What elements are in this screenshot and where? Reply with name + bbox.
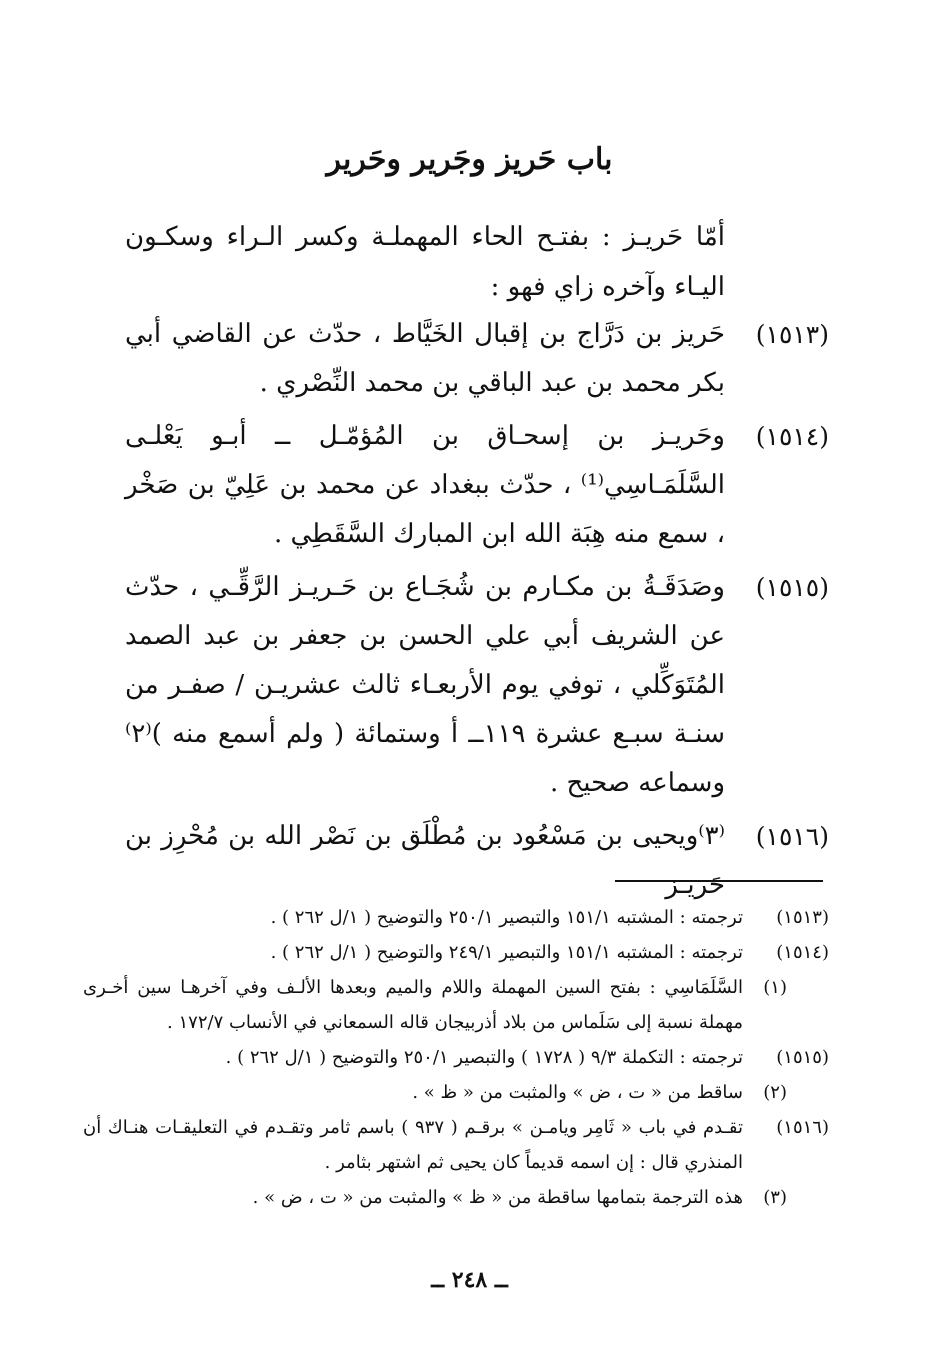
footnote-separator: [615, 880, 823, 882]
footnote-number: (٢): [763, 1082, 787, 1103]
entry-number: (١٥١٦): [755, 822, 829, 851]
entry-text: وحَريـز بن إسحـاق بن المُؤمّـل ــ أبـو يَعْلـى السَّلَمَـاسِي⁽¹⁾ ، حدّث ببغداد عن محمد بن عَلِيّ بن صَخْر ، سمع منه هِبَة الله ابن المبارك السَّقَطِي .: [125, 421, 725, 549]
entry-number: (١٥١٤): [755, 422, 829, 451]
entry-text: حَريز بن دَرَّاج بن إقبال الخَيَّاط ، حدّث عن القاضي أبي بكر محمد بن عبد الباقي بن محمد النِّصْري .: [125, 319, 725, 398]
footnote-1: [0, 970, 939, 1040]
footnote-text: ساقط من « ت ، ض » والمثبت من « ظ » .: [412, 1082, 743, 1103]
page-number: ــ ٢٤٨ ــ: [431, 1267, 508, 1293]
footnote-2: [0, 1075, 939, 1110]
footnote-text: ترجمته : التكملة ٩/٣ ( ١٧٢٨ ) والتبصير ٢٥٠/١ والتوضيح ( ١/ل ٢٦٢ ) .: [225, 1047, 743, 1068]
footnote-1516: [0, 1110, 939, 1180]
entry-1514: [0, 412, 939, 559]
entries-list: [0, 310, 939, 910]
footnote-number: (٣): [763, 1187, 787, 1208]
footnotes-list: [0, 900, 939, 1215]
entry-text: وصَدَقَـةُ بن مكـارم بن شُجَـاع بن حَـريـز الرَّقِّـي ، حدّث عن الشريف أبي علي الحسن بن جعفر بن عبد الصمد المُتَوَكِّلي ، توفي يوم الأربعـاء ثالث عشريـن / صفـر من سنـة سبـع عشرة ١١٩ــ أ وستمائة ( ولم أسمع منه )⁽٢⁾ وسماعه صحيح .: [125, 572, 726, 798]
footnote-1513: [0, 900, 939, 935]
chapter-title: باب حَريز وجَرير وحَرير: [326, 142, 613, 177]
footnote-text: ترجمته : المشتبه ١٥١/١ والتبصير ٢٤٩/١ والتوضيح ( ١/ل ٢٦٢ ) .: [270, 942, 743, 963]
entry-1515: [0, 563, 939, 808]
intro-paragraph: أمّا حَريـز : بفتـح الحاء المهملـة وكسر الـراء وسكـون اليـاء وآخره زاي فهو :: [125, 222, 725, 302]
footnote-number: (١٥١٤): [776, 942, 829, 963]
footnote-text: ترجمته : المشتبه ١٥١/١ والتبصير ٢٥٠/١ والتوضيح ( ١/ل ٢٦٢ ) .: [270, 907, 743, 928]
footnote-1514: [0, 935, 939, 970]
footnote-3: [0, 1180, 939, 1215]
entry-number: (١٥١٣): [755, 320, 829, 349]
footnote-number: (١٥١٥): [776, 1047, 829, 1068]
footnote-number: (١٥١٣): [776, 907, 829, 928]
footnote-text: هذه الترجمة بتمامها ساقطة من « ظ » والمثبت من « ت ، ض » .: [252, 1187, 743, 1208]
entry-1513: [0, 310, 939, 408]
footnote-text: السَّلَمَاسِي : بفتح السين المهملة واللام والميم وبعدها الألـف وفي آخرهـا سين أخـرى مهملة نسبة إلى سَلَماس من بلاد أذربيجان قاله السمعاني في الأنساب ١٧٢/٧ .: [83, 977, 743, 1033]
entry-1516: [0, 812, 939, 910]
footnote-number: (١): [763, 977, 787, 998]
footnote-number: (١٥١٦): [776, 1117, 829, 1138]
footnote-text: تقـدم في باب « ثَامِر ويامـن » برقـم ( ٩٣٧ ) باسم ثامر وتقـدم في التعليقـات هنـاك أن المنذري قال : إن اسمه قديماً كان يحيى ثم اشتهر بثامر .: [83, 1117, 743, 1173]
entry-text: ⁽٣⁾ويحيى بن مَسْعُود بن مُطْلَق بن نَصْر الله بن مُحْرِز بن حَريـز: [125, 821, 725, 900]
entry-number: (١٥١٥): [755, 573, 829, 602]
footnote-1515: [0, 1040, 939, 1075]
